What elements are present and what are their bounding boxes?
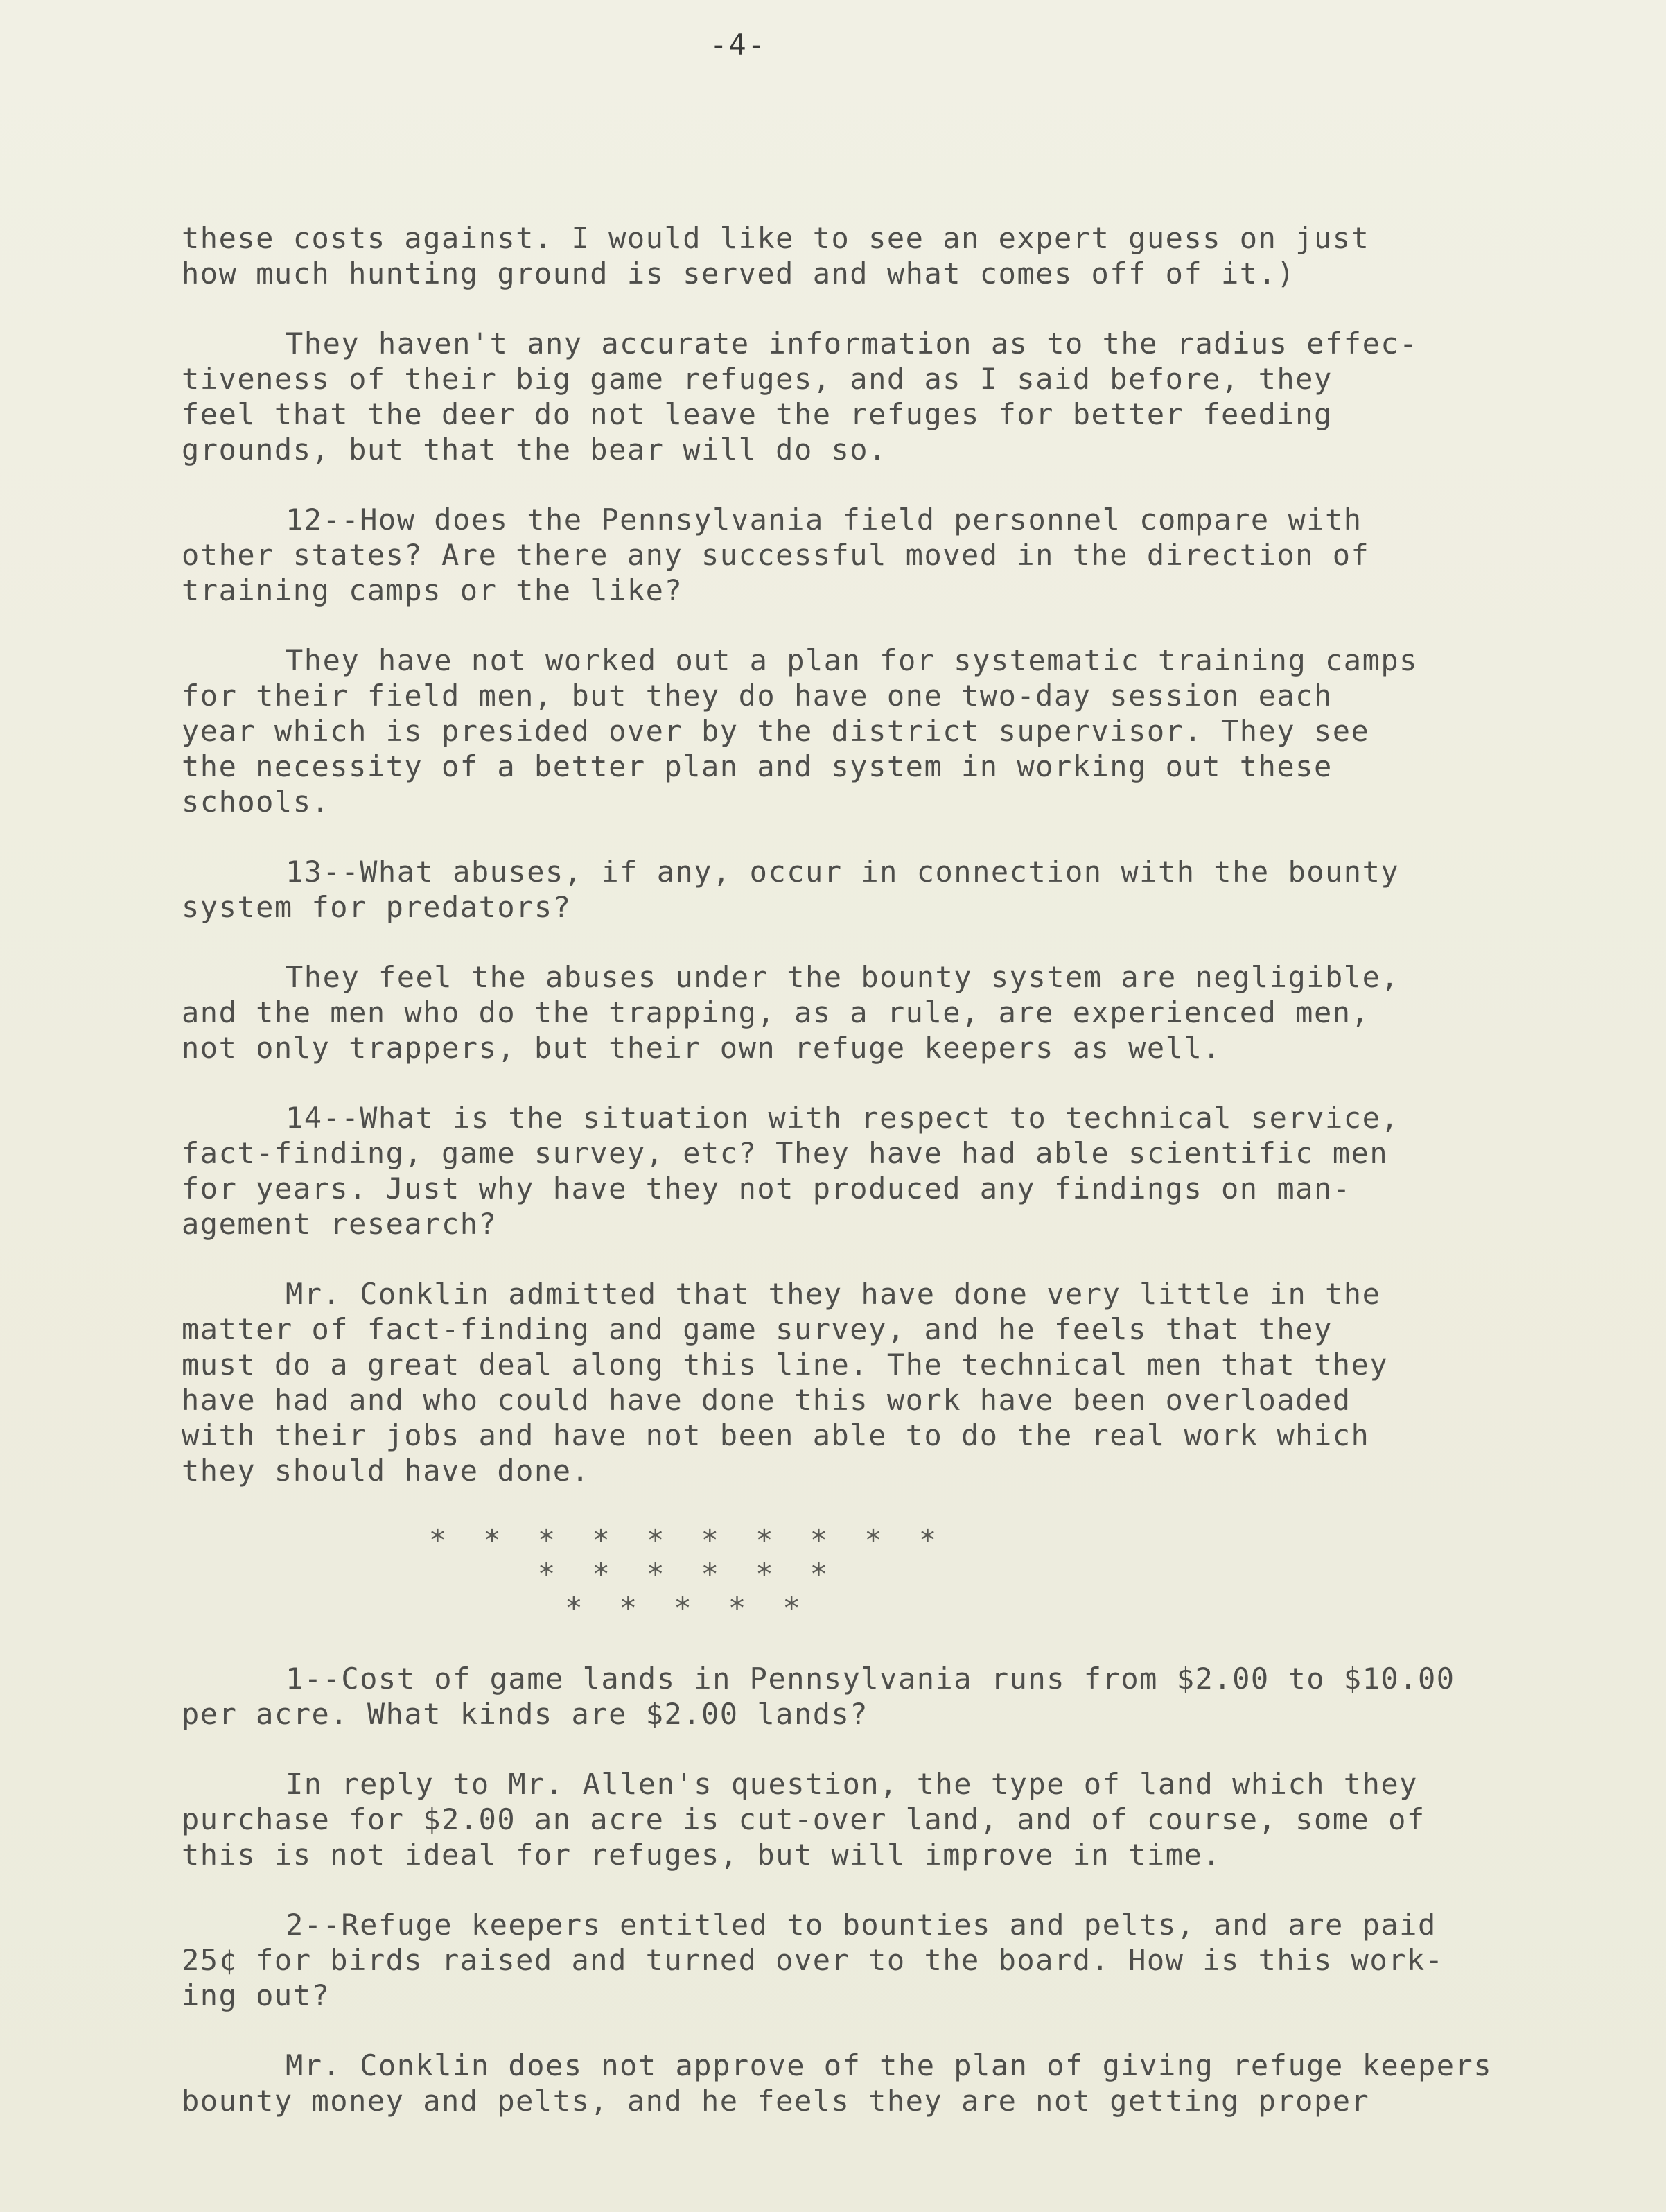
page-number: -4-	[710, 28, 766, 62]
question-1: 1--Cost of game lands in Pennsylvania runs from $2.00 to $10.00 per acre. What kinds are $2.00 lands?	[182, 1662, 1455, 1731]
asterisk-separator	[182, 1523, 1637, 1625]
separator-row-3: * * * * *	[565, 1591, 810, 1625]
question-14: 14--What is the situation with respect to technical service, fact-finding, game survey, etc? They have had able scientific men for years. Just why have they not produced any findings on man- agement research?	[182, 1101, 1400, 1241]
answer-14: Mr. Conklin admitted that they have done very little in the matter of fact-finding and game survey, and he feels that they must do a great deal along this line. The technical men that they have had and who could have done this work have been overloaded with their jobs and have not been able to do the real work which they should have done.	[182, 1277, 1389, 1488]
answer-1: In reply to Mr. Allen's question, the type of land which they purchase for $2.00 an acre is cut-over land, and of course, some of this is not ideal for refuges, but will improve in time.	[182, 1767, 1426, 1872]
separator-row-1: * * * * * * * * * *	[428, 1523, 947, 1557]
paragraph-refuge-radius: They haven't any accurate information as to the radius effec- tiveness of their big game refuges, and as I said before, they feel that the deer do not leave the refuges for better feeding grounds, but that the bear will do so.	[182, 326, 1418, 467]
question-2: 2--Refuge keepers entitled to bounties and pelts, and are paid 25¢ for birds raised and turned over to the board. How is this work- ing out?	[182, 1908, 1444, 2012]
answer-12: They have not worked out a plan for systematic training camps for their field men, but they do have one two-day session each year which is presided over by the district supervisor. They see the necessity of a better plan and system in working out these schools.	[182, 643, 1418, 819]
paragraph-continuation: these costs against. I would like to see an expert guess on just how much hunting ground is served and what comes off of it.)	[182, 221, 1370, 290]
question-13: 13--What abuses, if any, occur in connection with the bounty system for predators?	[182, 855, 1400, 924]
answer-13: They feel the abuses under the bounty system are negligible, and the men who do the trapping, as a rule, are experienced men, not only trappers, but their own refuge keepers as well.	[182, 960, 1400, 1065]
separator-row-2: * * * * * *	[537, 1557, 838, 1591]
question-12: 12--How does the Pennsylvania field personnel compare with other states? Are there any successful moved in the direction of training camps or the like?	[182, 503, 1370, 607]
document-body	[182, 220, 1637, 2153]
answer-2: Mr. Conklin does not approve of the plan of giving refuge keepers bounty money and pelts, and he feels they are not getting proper	[182, 2048, 1493, 2118]
